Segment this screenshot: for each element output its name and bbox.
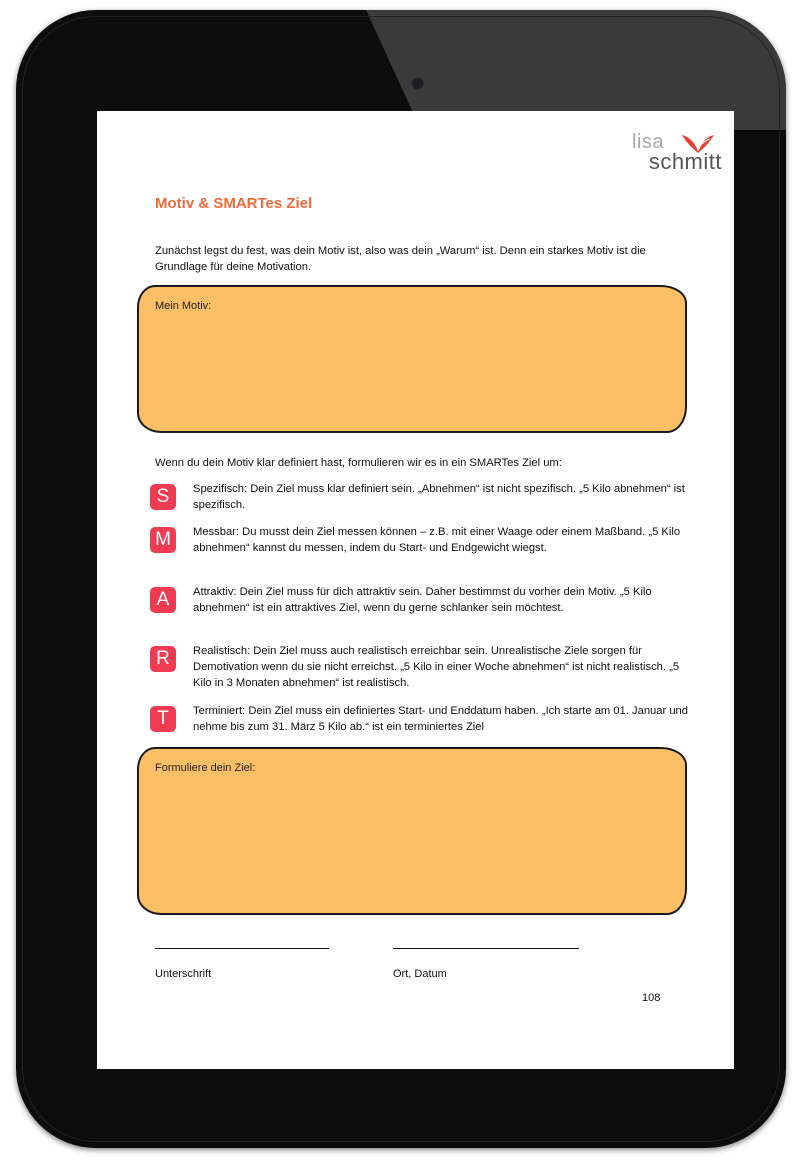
place-date-label: Ort, Datum xyxy=(393,968,447,980)
smart-text-t: Terminiert: Dein Ziel muss ein definiertes Start- und Enddatum haben. „Ich starte am 01. Januar und nehme bis zum 31. März 5 Kilo ab.“ ist ein terminiertes Ziel xyxy=(193,705,688,733)
smart-text-s: Spezifisch: Dein Ziel muss klar definiert sein. „Abnehmen“ ist nicht spezifisch. „5 Kilo abnehmen“ ist spezifisch. xyxy=(193,483,685,511)
page-number: 108 xyxy=(642,992,661,1004)
ziel-box-label: Formuliere dein Ziel: xyxy=(155,762,256,774)
letter-badge-m: M xyxy=(150,527,176,553)
ziel-input-box[interactable] xyxy=(137,747,687,915)
signature-label: Unterschrift xyxy=(155,968,212,980)
brand-logo xyxy=(632,131,722,175)
signature-line[interactable] xyxy=(155,948,329,949)
letter-badge-a: A xyxy=(150,587,176,613)
letter-badge-r: R xyxy=(150,646,176,672)
letter-badge-t: T xyxy=(150,706,176,732)
smart-text-a: Attraktiv: Dein Ziel muss für dich attraktiv sein. Daher bestimmst du vorher dein Motiv. „5 Kilo abnehmen“ ist ein attraktives Ziel, wenn du gerne schlanker sein möchtest. xyxy=(193,586,652,614)
logo-text-lisa: lisa xyxy=(632,131,665,153)
document-page[interactable] xyxy=(97,111,734,1069)
letter-badge-s: S xyxy=(150,484,176,510)
page-title: Motiv & SMARTes Ziel xyxy=(155,195,313,212)
smart-text-r: Realistisch: Dein Ziel muss auch realistisch erreichbar sein. Unrealistische Ziele sorgen für Demotivation wenn du sie nicht erreichst. „5 Kilo in einer Woche abnehmen“ ist nicht realistisch. „5 Kilo in 3 Monaten abnehmen“ ist realistisch. xyxy=(193,645,680,689)
tablet-frame xyxy=(16,10,786,1148)
motiv-input-box[interactable] xyxy=(137,285,687,433)
smart-intro-paragraph: Wenn du dein Motiv klar definiert hast, formulieren wir es in ein SMARTes Ziel um: xyxy=(155,457,562,469)
place-date-line[interactable] xyxy=(393,948,579,949)
logo-text-schmitt: schmitt xyxy=(648,149,722,174)
front-camera xyxy=(411,77,424,90)
motiv-box-label: Mein Motiv: xyxy=(155,300,212,312)
intro-paragraph: Zunächst legst du fest, was dein Motiv ist, also was dein „Warum“ ist. Denn ein starkes Motiv ist die Grundlage für deine Motivation. xyxy=(155,245,646,273)
smart-text-m: Messbar: Du musst dein Ziel messen können – z.B. mit einer Waage oder einem Maßband. „5 Kilo abnehmen“ kannst du messen, indem du Start- und Endgewicht wiegst. xyxy=(193,526,681,554)
